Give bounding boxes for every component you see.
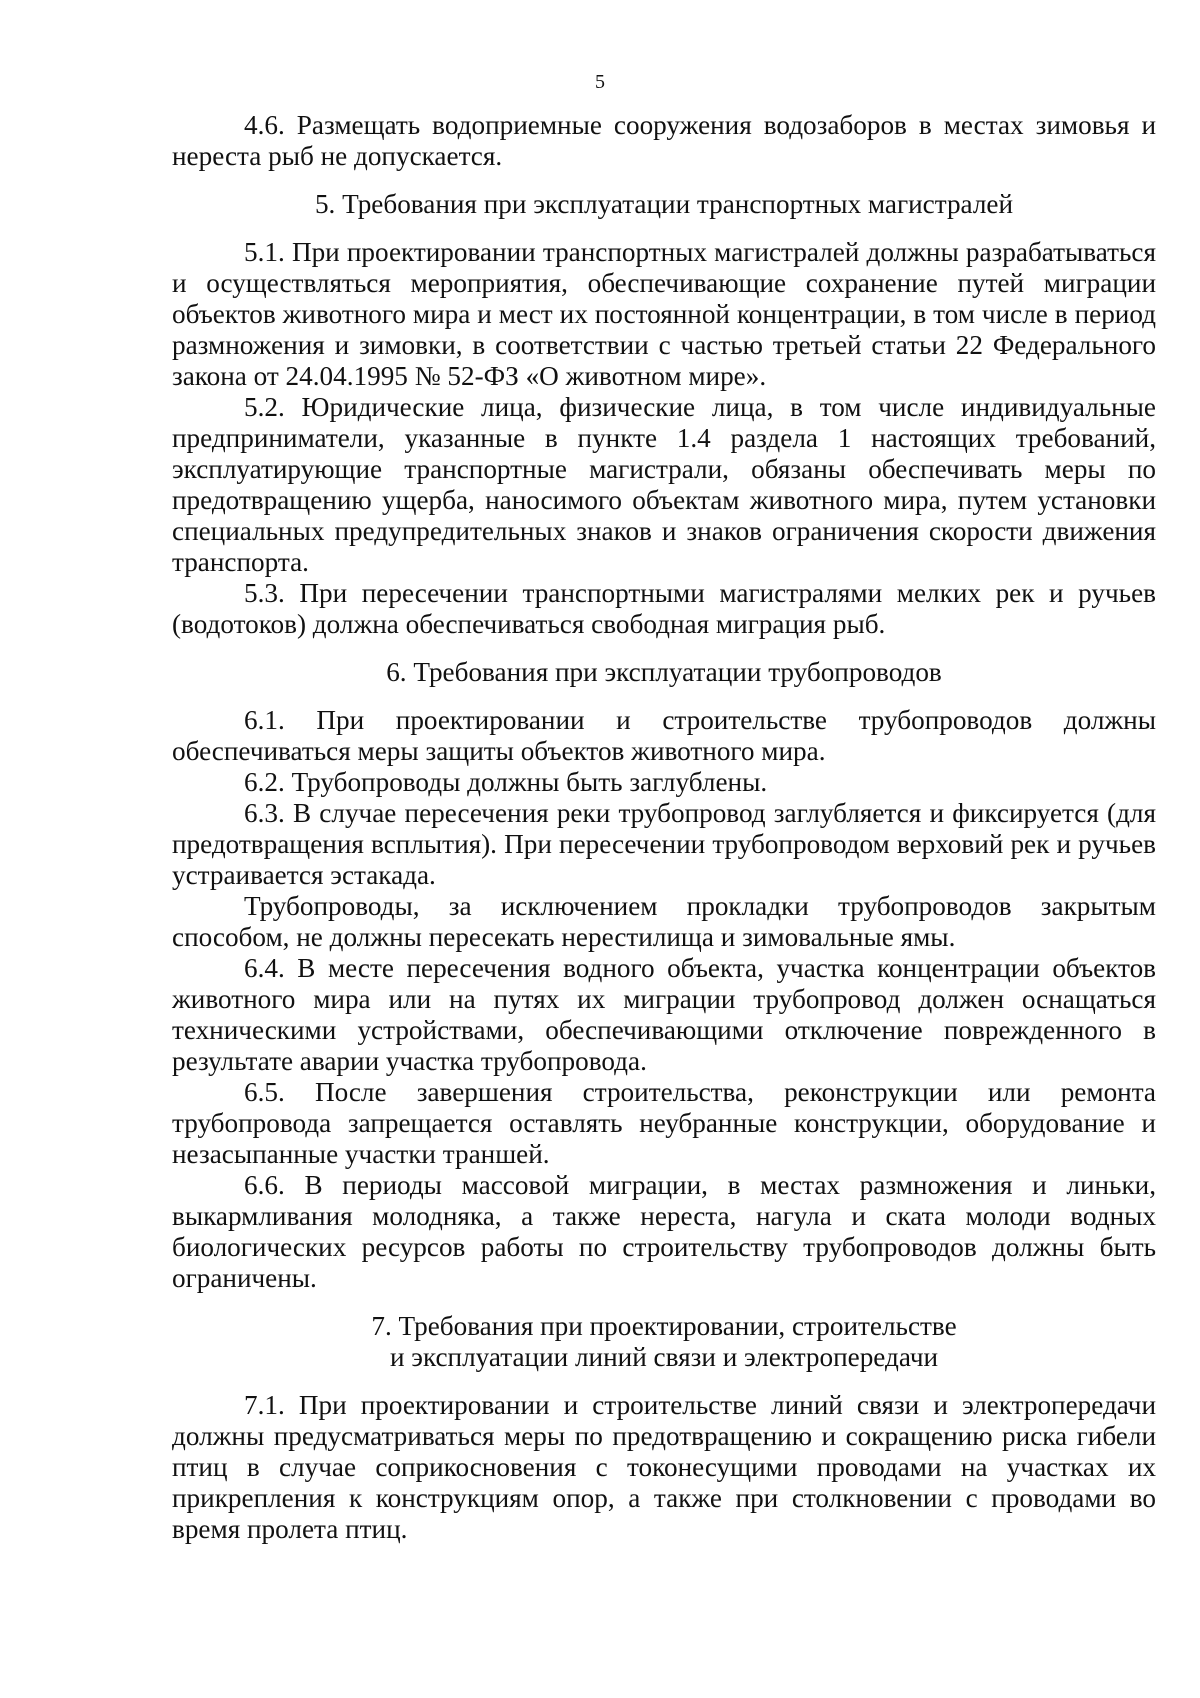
paragraph-6-3-continued: Трубопроводы, за исключением прокладки трубопроводов закрытым способом, не должны пересекать нерестилища и зимовальные ямы. <box>172 891 1156 952</box>
paragraph-4-6: 4.6. Размещать водоприемные сооружения водозаборов в местах зимовья и нереста рыб не допускается. <box>172 110 1156 171</box>
paragraph-5-3: 5.3. При пересечении транспортными магистралями мелких рек и ручьев (водотоков) должна обеспечиваться свободная миграция рыб. <box>172 578 1156 639</box>
paragraph-6-5: 6.5. После завершения строительства, реконструкции или ремонта трубопровода запрещается оставлять неубранные конструкции, оборудование и незасыпанные участки траншей. <box>172 1077 1156 1169</box>
document-body <box>172 110 1156 1545</box>
section-heading-7-line-1: 7. Требования при проектировании, строительстве <box>371 1311 957 1341</box>
section-heading-6: 6. Требования при эксплуатации трубопроводов <box>386 657 942 687</box>
paragraph-6-2: 6.2. Трубопроводы должны быть заглублены. <box>244 767 768 797</box>
paragraph-6-4: 6.4. В месте пересечения водного объекта, участка концентрации объектов животного мира или на путях их миграции трубопровод должен оснащаться техническими устройствами, обеспечивающими отключение поврежденного в результате аварии участка трубопровода. <box>172 953 1156 1076</box>
paragraph-6-1: 6.1. При проектировании и строительстве трубопроводов должны обеспечиваться меры защиты объектов животного мира. <box>172 705 1156 766</box>
paragraph-5-2: 5.2. Юридические лица, физические лица, в том числе индивидуальные предприниматели, указанные в пункте 1.4 раздела 1 настоящих требований, эксплуатирующие транспортные магистрали, обязаны обеспечивать меры по предотвращению ущерба, наносимого объектам животного мира, путем установки специальных предупредительных знаков и знаков ограничения скорости движения транспорта. <box>172 392 1156 577</box>
page-number: 5 <box>595 71 605 93</box>
section-heading-7-line-2: и эксплуатации линий связи и электропередачи <box>389 1342 939 1372</box>
paragraph-6-6: 6.6. В периоды массовой миграции, в местах размножения и линьки, выкармливания молодняка, а также нереста, нагула и ската молоди водных биологических ресурсов работы по строительству трубопроводов должны быть ограничены. <box>172 1170 1156 1293</box>
paragraph-5-1: 5.1. При проектировании транспортных магистралей должны разрабатываться и осуществляться мероприятия, обеспечивающие сохранение путей миграции объектов животного мира и мест их постоянной концентрации, в том числе в период размножения и зимовки, в соответствии с частью третьей статьи 22 Федерального закона от 24.04.1995 № 52-ФЗ «О животном мире». <box>172 237 1156 391</box>
section-heading-7 <box>172 1311 1156 1373</box>
section-heading-5: 5. Требования при эксплуатации транспортных магистралей <box>314 189 1014 219</box>
paragraph-6-3: 6.3. В случае пересечения реки трубопровод заглубляется и фиксируется (для предотвращения всплытия). При пересечении трубопроводом верховий рек и ручьев устраивается эстакада. <box>172 798 1156 890</box>
paragraph-7-1: 7.1. При проектировании и строительстве линий связи и электропередачи должны предусматриваться меры по предотвращению и сокращению риска гибели птиц в случае соприкосновения с токонесущими проводами на участках их прикрепления к конструкциям опор, а также при столкновении с проводами во время пролета птиц. <box>172 1390 1156 1544</box>
